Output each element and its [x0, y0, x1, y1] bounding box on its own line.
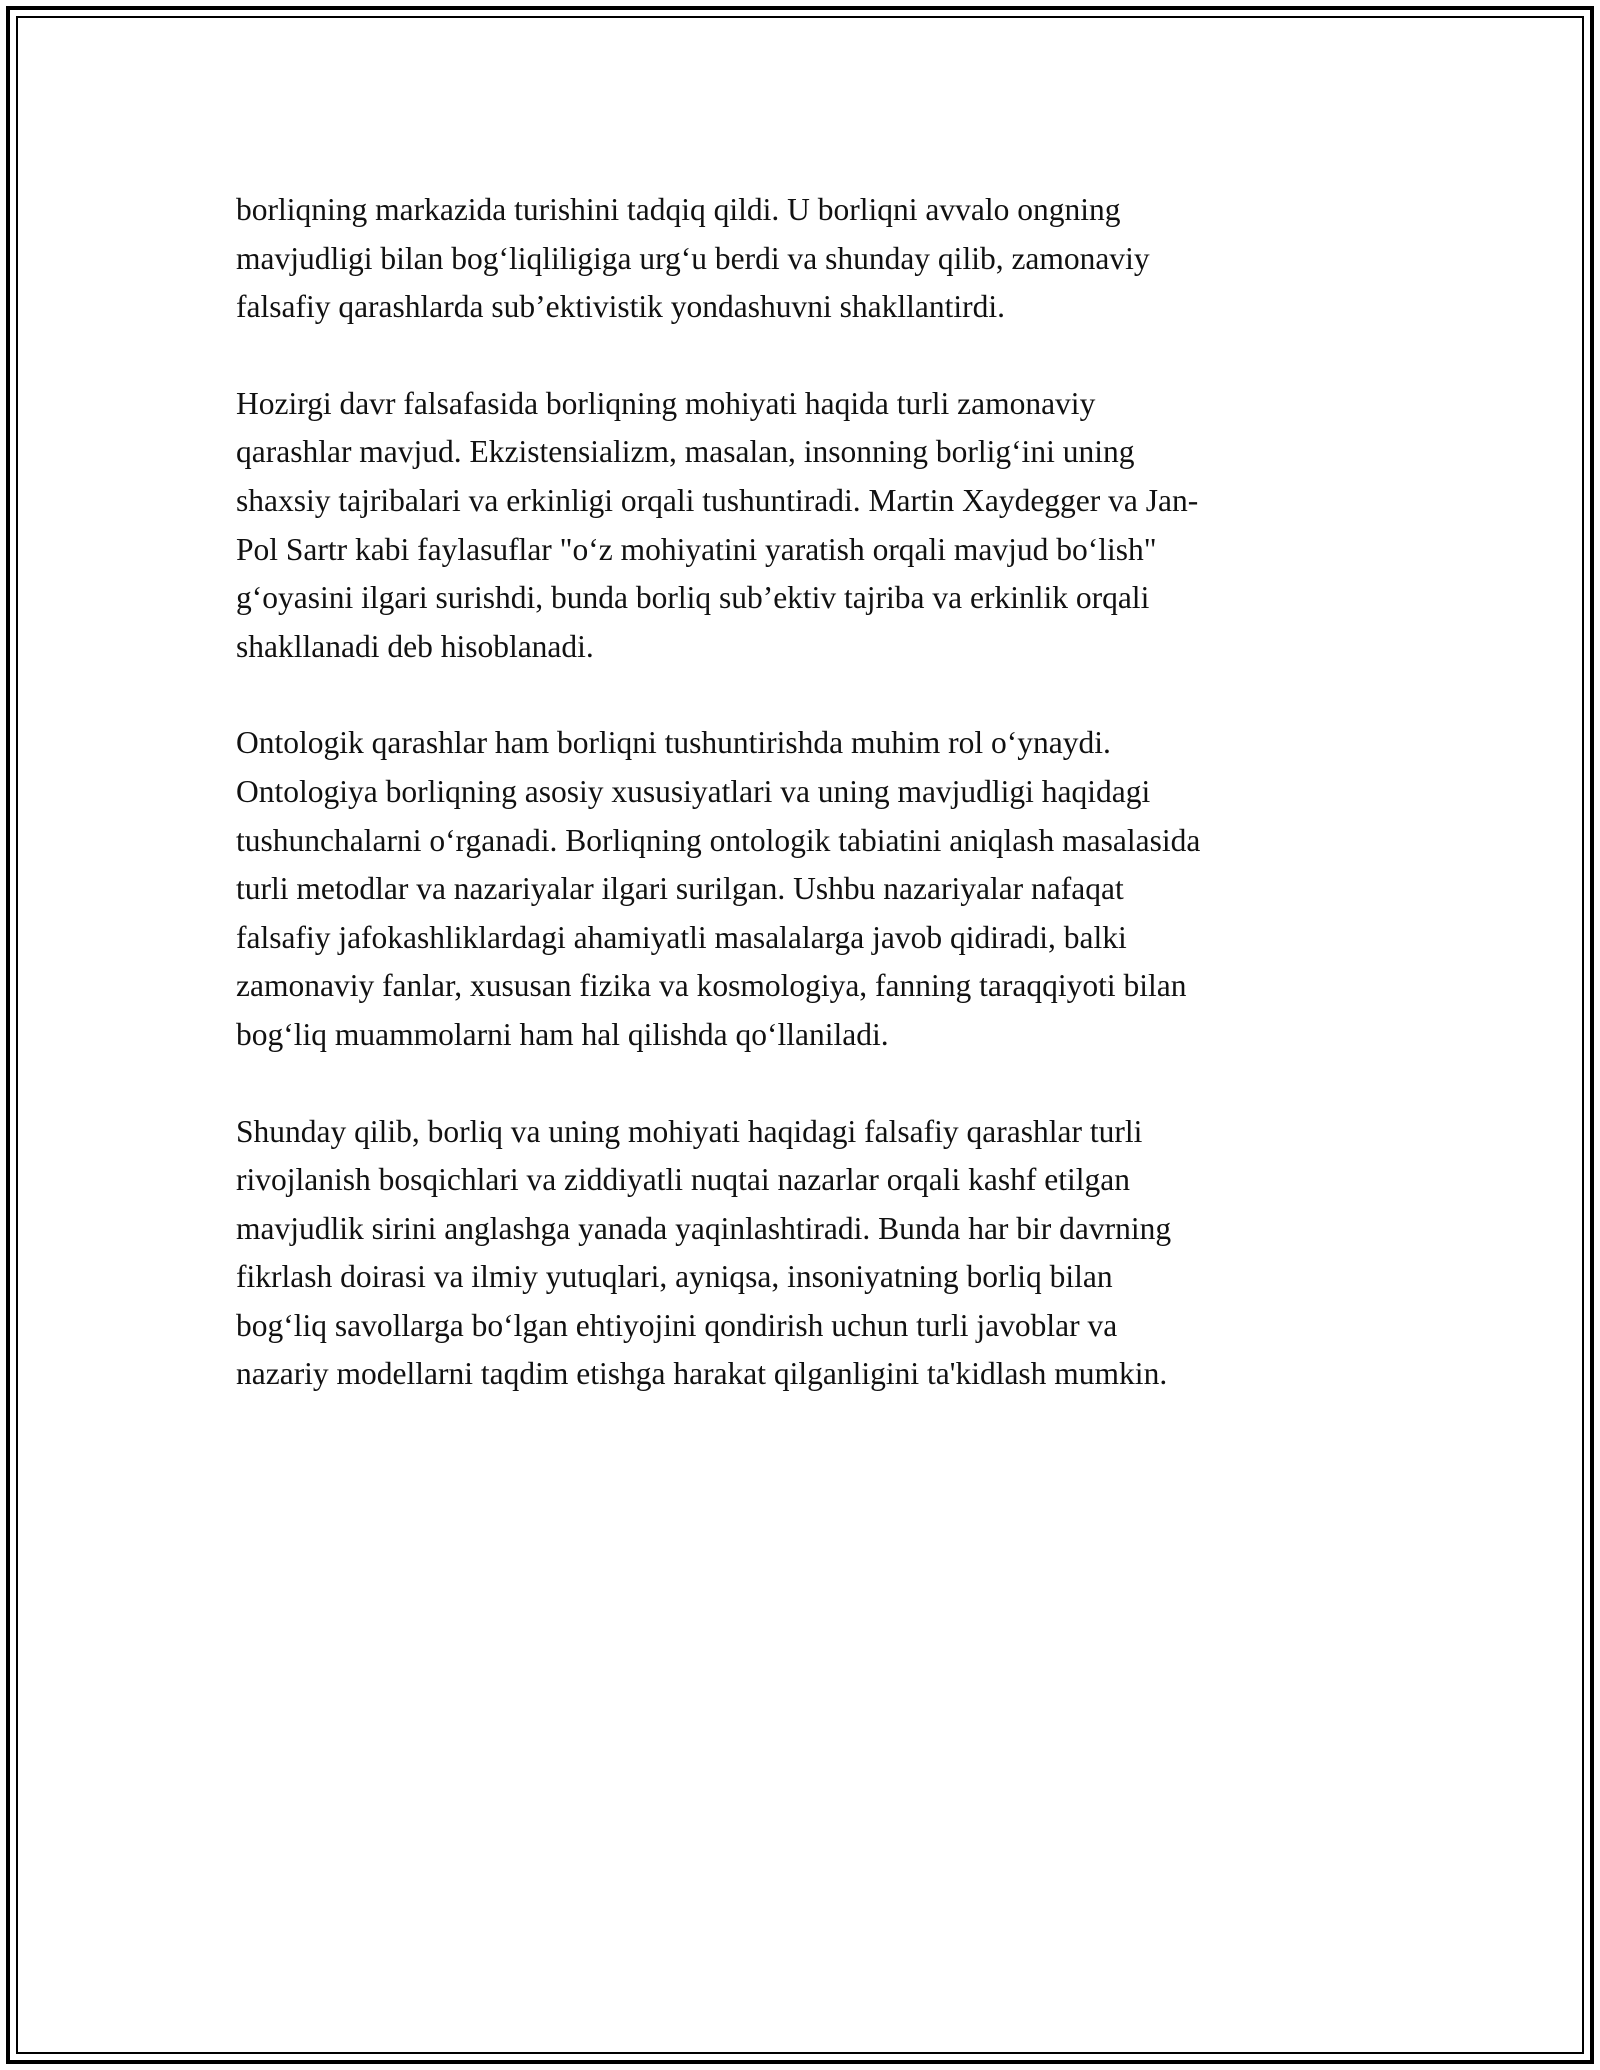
- paragraph-4: Shunday qilib, borliq va uning mohiyati haqidagi falsafiy qarashlar turli rivojlanish bosqichlari va ziddiyatli nuqtai nazarlar orqali kashf etilgan mavjudlik sirini anglashga yanada yaqinlashtiradi. Bunda har bir davrning fikrlash doirasi va ilmiy yutuqlari, ayniqsa, insoniyatning borliq bilan bog‘liq savollarga bo‘lgan ehtiyojini qondirish uchun turli javoblar va nazariy modellarni taqdim etishga harakat qilganligini ta'kidlash mumkin.: [236, 1113, 1172, 1392]
- paragraph-2: Hozirgi davr falsafasida borliqning mohiyati haqida turli zamonaviy qarashlar mavjud. Ekzistensializm, masalan, insonning borlig‘ini uning shaxsiy tajribalari va erkinligi orqali tushuntiradi. Martin Xaydegger va Jan- Pol Sartr kabi faylasuflar "o‘z mohiyatini yaratish orqali mavjud bo‘lish" g‘oyasini ilgari surishdi, bunda borliq sub’ektiv tajriba va erkinlik orqali shakllanadi deb hisoblanadi.: [236, 385, 1199, 664]
- paragraph-1: borliqning markazida turishini tadqiq qildi. U borliqni avvalo ongning mavjudligi bilan bog‘liqliligiga urg‘u berdi va shunday qilib, zamonaviy falsafiy qarashlarda sub’ektivistik yondashuvni shakllantirdi.: [236, 192, 1150, 325]
- paragraph-3: Ontologik qarashlar ham borliqni tushuntirishda muhim rol o‘ynaydi. Ontologiya borliqning asosiy xususiyatlari va uning mavjudligi haqidagi tushunchalarni o‘rganadi. Borliqning ontologik tabiatini aniqlash masalasida turli metodlar va nazariyalar ilgari surilgan. Ushbu nazariyalar nafaqat falsafiy jafokashliklardagi ahamiyatli masalalarga javob qidiradi, balki zamonaviy fanlar, xususan fizika va kosmologiya, fanning taraqqiyoti bilan bog‘liq muammolarni ham hal qilishda qo‘llaniladi.: [236, 725, 1201, 1052]
- document-body: [236, 186, 1364, 1447]
